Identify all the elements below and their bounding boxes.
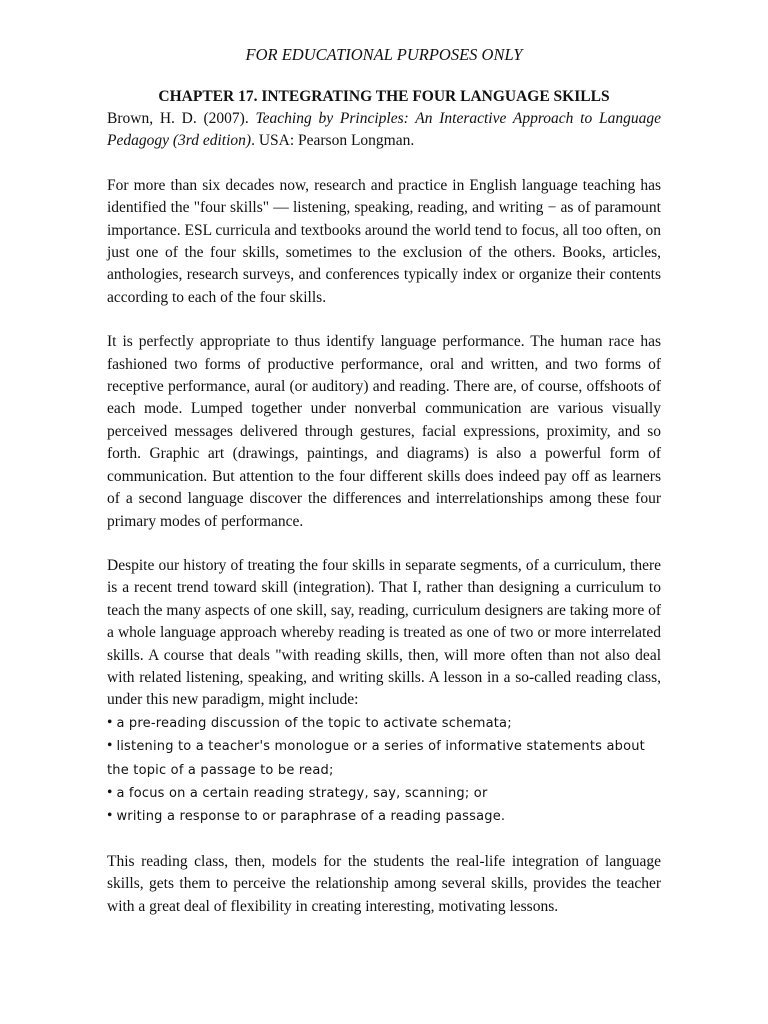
paragraph-2: It is perfectly appropriate to thus identify language performance. The human race has fashioned two forms of productive performance, oral and written, and two forms of receptive performance, aural (or auditory) and reading. There are, of course, offshoots of each mode. Lumped together under nonverbal communication are various visually perceived messages delivered through gestures, facial expressions, proximity, and so forth. Graphic art (drawings, paintings, and diagrams) is also a powerful form of communication. But attention to the four different skills does indeed pay off as learners of a second language discover the differences and interrelationships among these four primary modes of performance.	[107, 333, 661, 530]
citation	[107, 108, 661, 153]
list-item-text: a pre-reading discussion of the topic to activate schemata;	[116, 715, 512, 731]
paragraph-4: This reading class, then, models for the students the real-life integration of language skills, gets them to perceive the relationship among several skills, provides the teacher with a great deal of flexibility in creating interesting, motivating lessons.	[107, 852, 661, 915]
list-item	[107, 735, 661, 782]
header-note: FOR EDUCATIONAL PURPOSES ONLY	[245, 45, 523, 64]
bullet-mark: •	[107, 737, 113, 755]
paragraph-1: For more than six decades now, research and practice in English language teaching has identified the "four skills" — listening, speaking, reading, and writing − as of paramount importance. ESL curricula and textbooks around the world tend to focus, all too often, on just one of the four skills, sometimes to the exclusion of the others. Books, articles, anthologies, research surveys, and conferences typically index or organize their contents according to each of the four skills.	[107, 176, 661, 306]
bullet-mark: •	[107, 713, 113, 731]
list-item-text: a focus on a certain reading strategy, say, scanning; or	[116, 785, 488, 801]
list-item	[107, 712, 661, 735]
list-item-text: listening to a teacher's monologue or a series of informative statements about the topic of a passage to be read;	[107, 739, 645, 778]
bullet-mark: •	[107, 783, 113, 801]
paragraph-3: Despite our history of treating the four skills in separate segments, of a curriculum, there is a recent trend toward skill (integration). That I, rather than designing a curriculum to teach the many aspects of one skill, say, reading, curriculum designers are taking more of a whole language approach whereby reading is treated as one of two or more interrelated skills. A course that deals "with reading skills, then, will more often than not also deal with related listening, speaking, and writing skills. A lesson in a so-called reading class, under this new paradigm, might include:	[107, 556, 661, 709]
list-item	[107, 782, 661, 805]
citation-author-year: Brown, H. D. (2007).	[107, 110, 256, 127]
lesson-activities-list	[107, 712, 661, 829]
chapter-title: CHAPTER 17. INTEGRATING THE FOUR LANGUAGE SKILLS	[158, 88, 610, 105]
bullet-mark: •	[107, 807, 113, 825]
citation-publisher: . USA: Pearson Longman.	[251, 132, 415, 150]
document-page	[107, 42, 661, 940]
list-item	[107, 805, 661, 828]
citation-book-title: Teaching by Principles: An Interactive Approach to Language Pedagogy (3rd edition)	[107, 110, 661, 150]
list-item-text: writing a response to or paraphrase of a reading passage.	[116, 809, 506, 825]
